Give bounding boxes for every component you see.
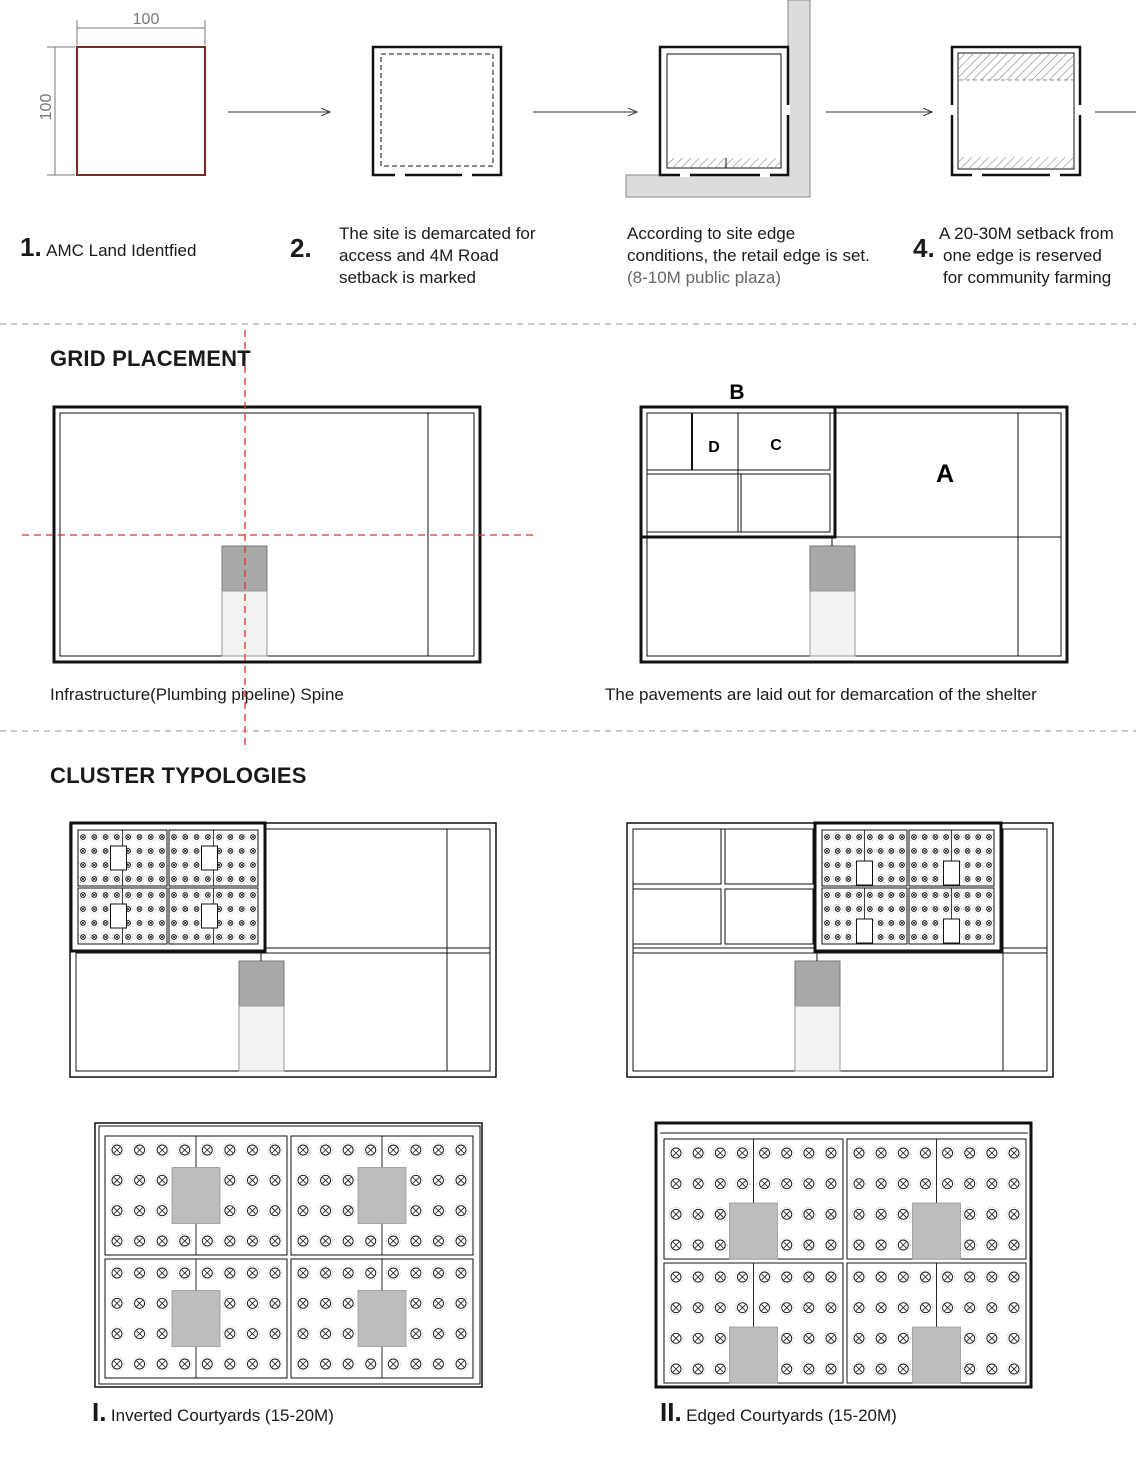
step4-text — [939, 223, 1114, 289]
zone-label-b: B — [729, 381, 745, 404]
shelter-unit — [941, 1177, 955, 1191]
shelter-unit — [223, 1266, 237, 1280]
shelter-unit — [824, 1177, 838, 1191]
shelter-unit — [155, 1234, 169, 1248]
courtyard — [944, 919, 960, 943]
shelter-unit — [963, 1146, 977, 1160]
step3-line: conditions, the retail edge is set. — [627, 246, 870, 265]
shelter-unit — [296, 1296, 310, 1310]
shelter-unit — [133, 1143, 147, 1157]
shelter-unit — [296, 1327, 310, 1341]
shelter-unit — [245, 1204, 259, 1218]
shelter-unit — [985, 1362, 999, 1376]
shelter-unit — [133, 1357, 147, 1371]
shelter-unit — [802, 1146, 816, 1160]
step3-note: (8-10M public plaza) — [627, 268, 782, 287]
shelter-unit — [245, 1357, 259, 1371]
shelter-unit — [985, 1146, 999, 1160]
shelter-unit — [341, 1204, 355, 1218]
shelter-unit — [268, 1143, 282, 1157]
shelter-unit — [245, 1234, 259, 1248]
shelter-unit — [780, 1177, 794, 1191]
shelter-unit — [431, 1296, 445, 1310]
shelter-unit — [409, 1173, 423, 1187]
shelter-unit — [341, 1173, 355, 1187]
shelter-unit — [245, 1327, 259, 1341]
shelter-unit — [454, 1143, 468, 1157]
shelter-unit — [133, 1327, 147, 1341]
type2-caption — [660, 1397, 897, 1428]
shelter-unit — [110, 1234, 124, 1248]
courtyard — [913, 1203, 961, 1259]
cluster-plan-right — [627, 823, 1053, 1077]
shelter-unit — [431, 1234, 445, 1248]
shelter-unit — [200, 1357, 214, 1371]
shelter-unit — [896, 1207, 910, 1221]
shelter-unit — [691, 1301, 705, 1315]
shelter-unit — [918, 1146, 932, 1160]
shelter-unit — [780, 1362, 794, 1376]
shelter-unit — [223, 1296, 237, 1310]
shelter-unit — [824, 1270, 838, 1284]
shelter-unit — [735, 1301, 749, 1315]
shelter-unit — [110, 1357, 124, 1371]
courtyard — [111, 904, 127, 928]
shelter-unit — [454, 1327, 468, 1341]
shelter-unit — [758, 1270, 772, 1284]
shelter-unit — [691, 1331, 705, 1345]
shelter-unit — [985, 1331, 999, 1345]
shelter-unit — [896, 1301, 910, 1315]
shelter-unit — [941, 1270, 955, 1284]
shelter-unit — [691, 1146, 705, 1160]
shelter-unit — [669, 1362, 683, 1376]
shelter-unit — [386, 1266, 400, 1280]
shelter-unit — [178, 1266, 192, 1280]
shelter-unit — [780, 1238, 794, 1252]
shelter-unit — [669, 1270, 683, 1284]
shelter-unit — [896, 1238, 910, 1252]
step4-line: one edge is reserved — [943, 246, 1102, 265]
shelter-unit — [691, 1238, 705, 1252]
shelter-unit — [431, 1357, 445, 1371]
shelter-unit — [985, 1238, 999, 1252]
shelter-unit — [691, 1207, 705, 1221]
shelter-unit — [874, 1207, 888, 1221]
shelter-unit — [223, 1204, 237, 1218]
zone-label-d: D — [708, 439, 720, 456]
shelter-unit — [852, 1270, 866, 1284]
shelter-unit — [178, 1234, 192, 1248]
step3-text — [627, 223, 870, 289]
shelter-unit — [155, 1266, 169, 1280]
shelter-unit — [454, 1234, 468, 1248]
shelter-unit — [454, 1173, 468, 1187]
shelter-unit — [896, 1146, 910, 1160]
shelter-unit — [319, 1234, 333, 1248]
type1-text: Inverted Courtyards (15-20M) — [110, 1406, 334, 1425]
shelter-unit — [409, 1327, 423, 1341]
shelter-unit — [431, 1173, 445, 1187]
shelter-unit — [110, 1266, 124, 1280]
shelter-unit — [918, 1270, 932, 1284]
shelter-unit — [223, 1234, 237, 1248]
shelter-unit — [319, 1296, 333, 1310]
shelter-unit — [852, 1238, 866, 1252]
shelter-unit — [319, 1143, 333, 1157]
shelter-unit — [110, 1173, 124, 1187]
shelter-unit — [296, 1266, 310, 1280]
shelter-unit — [713, 1270, 727, 1284]
shelter-unit — [874, 1238, 888, 1252]
shelter-unit — [824, 1238, 838, 1252]
courtyard — [857, 919, 873, 943]
cluster-typologies-heading: CLUSTER TYPOLOGIES — [50, 763, 307, 788]
shelter-unit — [296, 1204, 310, 1218]
shelter-unit — [223, 1143, 237, 1157]
shelter-unit — [852, 1331, 866, 1345]
courtyard — [358, 1291, 406, 1347]
shelter-unit — [268, 1173, 282, 1187]
shelter-unit — [223, 1327, 237, 1341]
shelter-unit — [824, 1146, 838, 1160]
step1-caption — [20, 232, 196, 263]
shelter-unit — [874, 1362, 888, 1376]
shelter-unit — [963, 1238, 977, 1252]
shelter-unit — [268, 1266, 282, 1280]
shelter-unit — [874, 1301, 888, 1315]
shelter-unit — [155, 1327, 169, 1341]
grid-plan-right — [641, 407, 1067, 662]
step2-line: setback is marked — [339, 268, 476, 287]
shelter-unit — [802, 1331, 816, 1345]
shelter-unit — [296, 1234, 310, 1248]
shelter-unit — [155, 1296, 169, 1310]
type2-text: Edged Courtyards (15-20M) — [686, 1406, 897, 1425]
shelter-unit — [431, 1327, 445, 1341]
shelter-unit — [824, 1301, 838, 1315]
shelter-unit — [758, 1146, 772, 1160]
step3-line: According to site edge — [627, 224, 796, 243]
shelter-unit — [802, 1238, 816, 1252]
courtyard — [730, 1203, 778, 1259]
shelter-unit — [110, 1143, 124, 1157]
shelter-unit — [780, 1207, 794, 1221]
shelter-unit — [780, 1270, 794, 1284]
shelter-unit — [364, 1357, 378, 1371]
shelter-unit — [735, 1270, 749, 1284]
shelter-unit — [133, 1234, 147, 1248]
shelter-unit — [758, 1301, 772, 1315]
shelter-unit — [713, 1331, 727, 1345]
shelter-unit — [985, 1207, 999, 1221]
shelter-unit — [1007, 1177, 1021, 1191]
shelter-unit — [319, 1266, 333, 1280]
shelter-unit — [133, 1173, 147, 1187]
shelter-unit — [758, 1177, 772, 1191]
step4-line: A 20-30M setback from — [939, 224, 1114, 243]
courtyard — [730, 1327, 778, 1383]
shelter-unit — [802, 1301, 816, 1315]
shelter-unit — [341, 1143, 355, 1157]
shelter-unit — [431, 1266, 445, 1280]
shelter-unit — [364, 1143, 378, 1157]
shelter-unit — [824, 1207, 838, 1221]
step2-text — [339, 223, 536, 289]
shelter-unit — [409, 1296, 423, 1310]
courtyard — [172, 1168, 220, 1224]
step2-number: 2. — [290, 233, 312, 263]
step4-line: for community farming — [943, 268, 1112, 287]
shelter-unit — [963, 1177, 977, 1191]
shelter-unit — [852, 1301, 866, 1315]
shelter-unit — [110, 1204, 124, 1218]
shelter-unit — [896, 1177, 910, 1191]
step3-retail-edge — [626, 0, 810, 197]
courtyard — [944, 861, 960, 885]
shelter-unit — [1007, 1270, 1021, 1284]
shelter-unit — [713, 1146, 727, 1160]
step2-demarcated-site — [373, 47, 501, 175]
shelter-unit — [824, 1331, 838, 1345]
courtyard — [111, 846, 127, 870]
shelter-unit — [1007, 1146, 1021, 1160]
shelter-unit — [713, 1207, 727, 1221]
shelter-unit — [963, 1301, 977, 1315]
shelter-unit — [245, 1266, 259, 1280]
shelter-unit — [155, 1173, 169, 1187]
shelter-unit — [268, 1327, 282, 1341]
shelter-unit — [896, 1362, 910, 1376]
shelter-unit — [200, 1143, 214, 1157]
shelter-unit — [409, 1357, 423, 1371]
shelter-unit — [691, 1177, 705, 1191]
shelter-unit — [802, 1270, 816, 1284]
shelter-unit — [364, 1234, 378, 1248]
shelter-unit — [110, 1327, 124, 1341]
courtyard — [202, 846, 218, 870]
shelter-unit — [802, 1362, 816, 1376]
type1-caption — [92, 1397, 334, 1428]
shelter-unit — [941, 1301, 955, 1315]
shelter-unit — [780, 1301, 794, 1315]
shelter-unit — [133, 1296, 147, 1310]
shelter-unit — [223, 1173, 237, 1187]
step2-line: The site is demarcated for — [339, 224, 536, 243]
shelter-unit — [874, 1270, 888, 1284]
shelter-unit — [296, 1143, 310, 1157]
cluster-plan-left — [70, 823, 496, 1077]
shelter-unit — [735, 1146, 749, 1160]
shelter-unit — [918, 1301, 932, 1315]
grid-placement-heading: GRID PLACEMENT — [50, 346, 251, 371]
shelter-unit — [874, 1331, 888, 1345]
shelter-unit — [896, 1331, 910, 1345]
shelter-unit — [319, 1357, 333, 1371]
shelter-unit — [431, 1204, 445, 1218]
edged-courtyards-plan — [656, 1123, 1031, 1387]
shelter-unit — [454, 1357, 468, 1371]
shelter-unit — [852, 1177, 866, 1191]
shelter-unit — [386, 1234, 400, 1248]
shelter-unit — [874, 1177, 888, 1191]
shelter-unit — [669, 1238, 683, 1252]
shelter-unit — [319, 1327, 333, 1341]
shelter-unit — [409, 1266, 423, 1280]
shelter-unit — [963, 1362, 977, 1376]
shelter-unit — [268, 1357, 282, 1371]
shelter-unit — [896, 1270, 910, 1284]
shelter-unit — [985, 1270, 999, 1284]
shelter-unit — [364, 1266, 378, 1280]
shelter-unit — [1007, 1362, 1021, 1376]
shelter-unit — [735, 1177, 749, 1191]
grid-plan-left — [22, 330, 535, 745]
dimension-width: 100 — [132, 11, 160, 28]
shelter-unit — [852, 1207, 866, 1221]
shelter-unit — [454, 1266, 468, 1280]
shelter-unit — [918, 1177, 932, 1191]
shelter-unit — [200, 1234, 214, 1248]
shelter-unit — [985, 1177, 999, 1191]
shelter-unit — [941, 1146, 955, 1160]
step4-number: 4. — [913, 233, 935, 263]
shelter-unit — [1007, 1301, 1021, 1315]
shelter-unit — [296, 1357, 310, 1371]
shelter-unit — [268, 1204, 282, 1218]
shelter-unit — [341, 1266, 355, 1280]
shelter-unit — [669, 1207, 683, 1221]
shelter-unit — [341, 1327, 355, 1341]
shelter-unit — [245, 1173, 259, 1187]
step1-number: 1. — [20, 232, 42, 262]
shelter-unit — [178, 1143, 192, 1157]
shelter-unit — [386, 1357, 400, 1371]
shelter-unit — [713, 1238, 727, 1252]
shelter-unit — [178, 1357, 192, 1371]
shelter-unit — [155, 1143, 169, 1157]
courtyard — [913, 1327, 961, 1383]
shelter-unit — [454, 1204, 468, 1218]
inverted-courtyards-plan — [95, 1123, 482, 1387]
shelter-unit — [155, 1204, 169, 1218]
shelter-unit — [268, 1234, 282, 1248]
shelter-unit — [386, 1143, 400, 1157]
shelter-unit — [780, 1146, 794, 1160]
shelter-unit — [963, 1207, 977, 1221]
shelter-unit — [802, 1177, 816, 1191]
shelter-unit — [852, 1146, 866, 1160]
shelter-unit — [223, 1357, 237, 1371]
shelter-unit — [1007, 1331, 1021, 1345]
shelter-unit — [874, 1146, 888, 1160]
shelter-unit — [133, 1266, 147, 1280]
shelter-unit — [824, 1362, 838, 1376]
shelter-unit — [431, 1143, 445, 1157]
shelter-unit — [409, 1234, 423, 1248]
courtyard — [358, 1168, 406, 1224]
shelter-unit — [319, 1173, 333, 1187]
shelter-unit — [155, 1357, 169, 1371]
shelter-unit — [341, 1357, 355, 1371]
shelter-unit — [691, 1270, 705, 1284]
type1-number: I. — [92, 1397, 107, 1427]
shelter-unit — [852, 1362, 866, 1376]
grid-right-caption: The pavements are laid out for demarcation of the shelter — [605, 685, 1037, 704]
shelter-unit — [963, 1331, 977, 1345]
shelter-unit — [669, 1301, 683, 1315]
shelter-unit — [802, 1207, 816, 1221]
shelter-unit — [985, 1301, 999, 1315]
shelter-unit — [669, 1177, 683, 1191]
dimension-height: 100 — [38, 93, 55, 121]
step2-line: access and 4M Road — [339, 246, 499, 265]
type2-number: II. — [660, 1397, 682, 1427]
shelter-unit — [1007, 1207, 1021, 1221]
shelter-unit — [713, 1177, 727, 1191]
shelter-unit — [669, 1146, 683, 1160]
shelter-unit — [454, 1296, 468, 1310]
shelter-unit — [780, 1331, 794, 1345]
shelter-unit — [319, 1204, 333, 1218]
shelter-unit — [200, 1266, 214, 1280]
step1-site-square — [47, 20, 205, 175]
step4-farming-setback — [952, 47, 1080, 175]
courtyard — [172, 1291, 220, 1347]
zone-label-a: A — [935, 460, 955, 488]
shelter-unit — [341, 1296, 355, 1310]
zone-label-c: C — [770, 437, 782, 454]
step1-text: AMC Land Identfied — [46, 241, 197, 260]
shelter-unit — [245, 1143, 259, 1157]
grid-left-caption: Infrastructure(Plumbing pipeline) Spine — [50, 685, 344, 704]
shelter-unit — [669, 1331, 683, 1345]
shelter-unit — [268, 1296, 282, 1310]
shelter-unit — [713, 1301, 727, 1315]
courtyard — [857, 861, 873, 885]
shelter-unit — [341, 1234, 355, 1248]
shelter-unit — [245, 1296, 259, 1310]
shelter-unit — [691, 1362, 705, 1376]
shelter-unit — [713, 1362, 727, 1376]
courtyard — [202, 904, 218, 928]
shelter-unit — [296, 1173, 310, 1187]
shelter-unit — [409, 1204, 423, 1218]
shelter-unit — [409, 1143, 423, 1157]
shelter-unit — [133, 1204, 147, 1218]
shelter-unit — [1007, 1238, 1021, 1252]
shelter-unit — [963, 1270, 977, 1284]
shelter-unit — [110, 1296, 124, 1310]
